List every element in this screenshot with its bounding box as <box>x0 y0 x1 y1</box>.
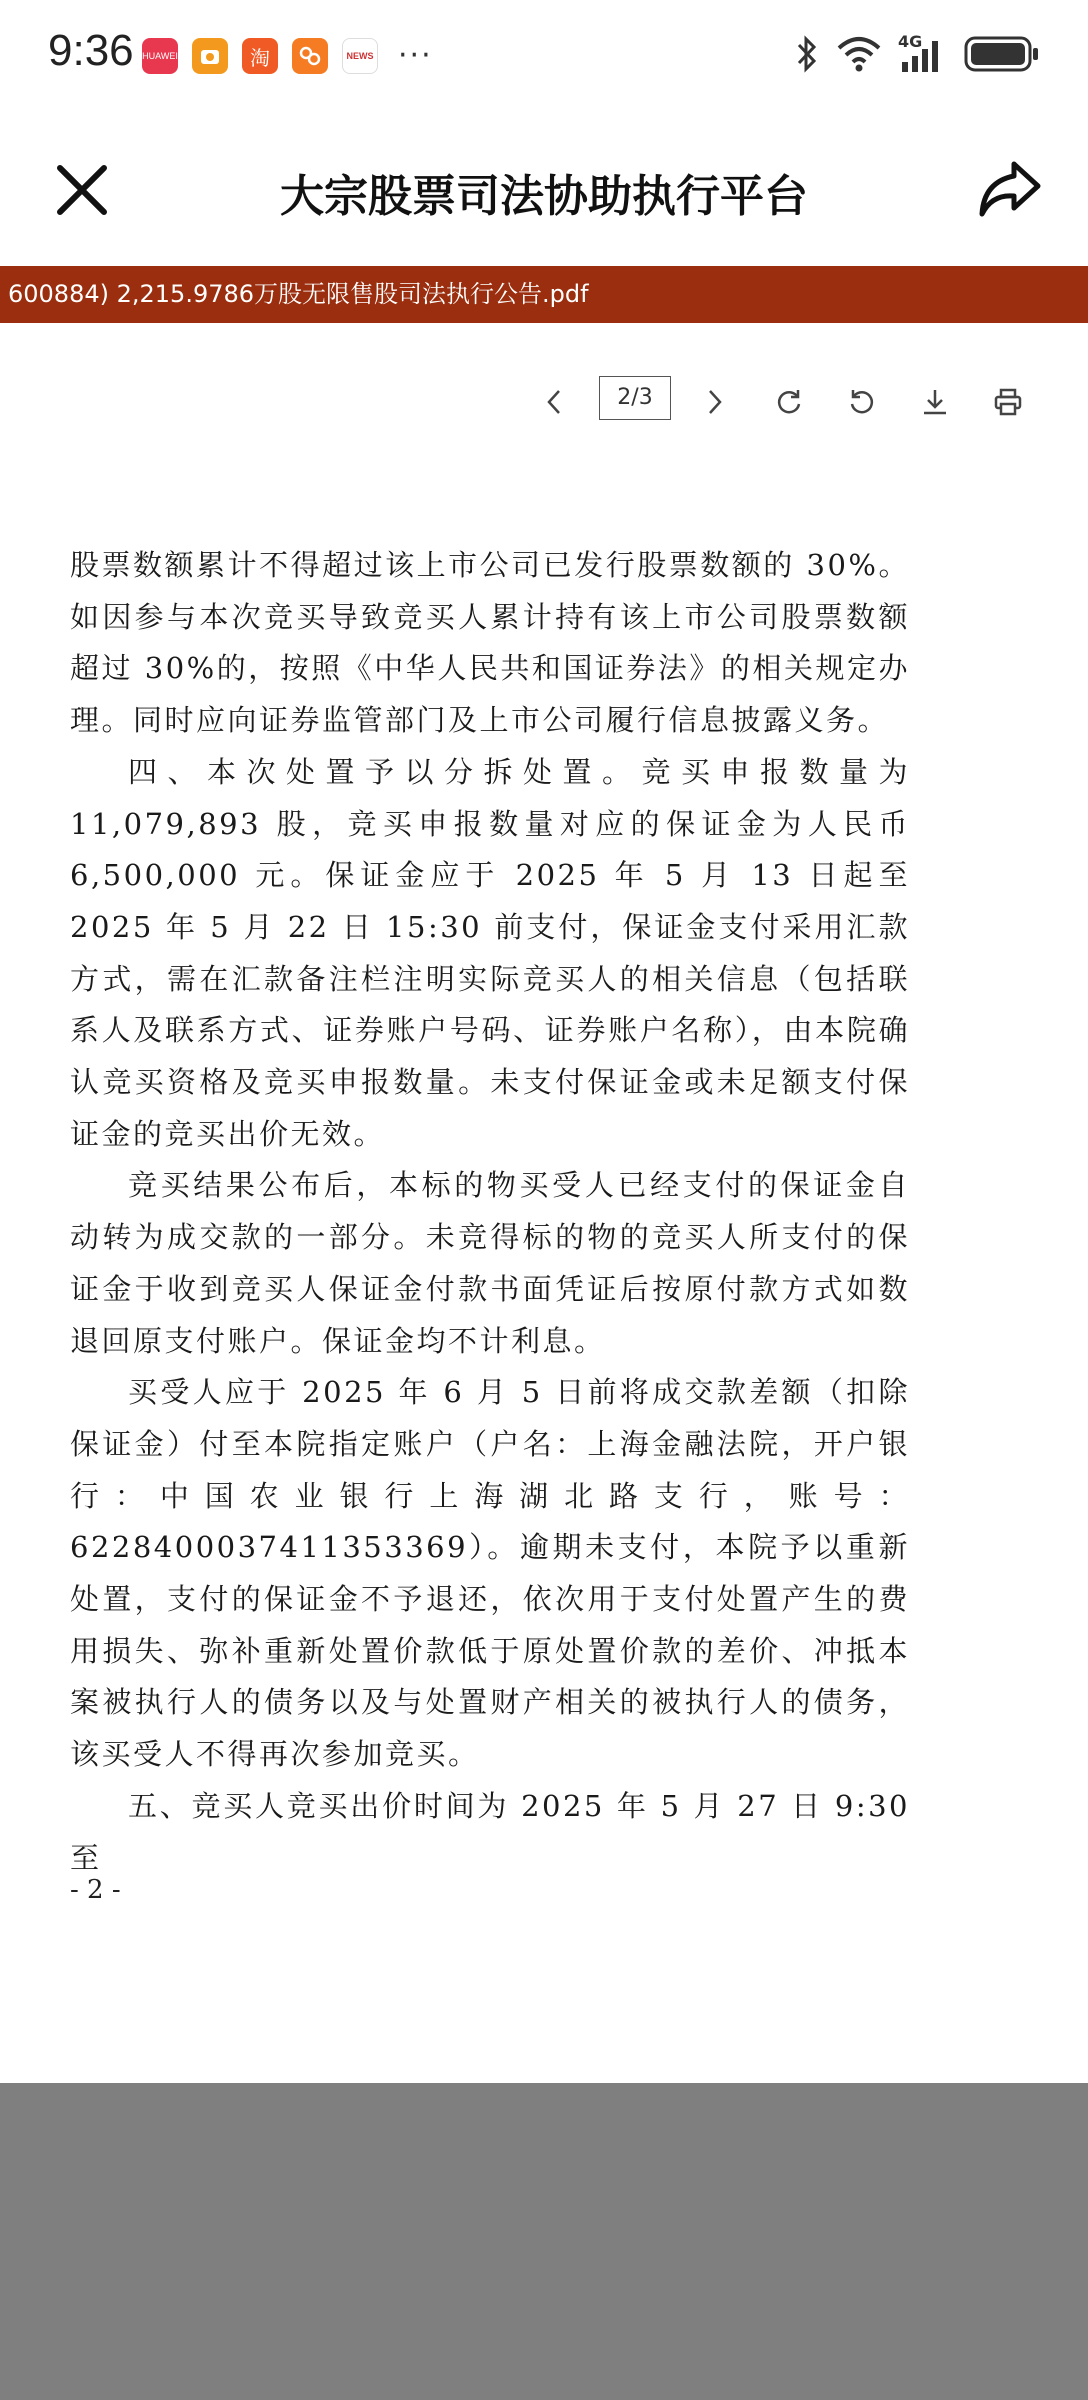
download-icon <box>920 387 950 417</box>
share-icon <box>976 156 1042 222</box>
print-icon <box>993 387 1023 417</box>
cellular-signal-icon: 4G <box>898 34 948 74</box>
document-paragraph: 五、竞买人竞买出价时间为 2025 年 5 月 27 日 9:30 至 <box>70 1788 910 1875</box>
document-paragraph: 四、本次处置予以分拆处置。竞买申报数量为11,079,893 股，竞买申报数量对应的保证金为人民币6,500,000 元。保证金应于 2025 年 5 月 13 日起至 2025 年 5 月 22 日 15:30 前支付，保证金支付采用汇款方式，需在汇款备注栏注明实际竞买人的相关信息（包括联系人及联系方式、证券账户号码、证券账户名称），由本院确认竞买资格及竞买申报数量。未支付保证金或未足额支付保证金的竞买出价无效。 <box>70 754 910 1151</box>
news-app-icon: NEWS <box>342 38 378 74</box>
document-paragraph: 股票数额累计不得超过该上市公司已发行股票数额的 30%。如因参与本次竞买导致竞买人累计持有该上市公司股票数额超过 30%的，按照《中华人民共和国证券法》的相关规定办理。同时应向证券监管部门及上市公司履行信息披露义务。 <box>70 548 910 738</box>
pdf-viewer-background <box>0 2083 1088 2400</box>
next-page-button[interactable] <box>692 380 736 424</box>
download-button[interactable] <box>913 380 957 424</box>
document-paragraph: 买受人应于 2025 年 6 月 5 日前将成交款差额（扣除保证金）付至本院指定账户（户名：上海金融法院，开户银行：中国农业银行上海湖北路支行，账号：6228400037411353369）。逾期未支付，本院予以重新处置，支付的保证金不予退还，依次用于支付处置产生的费用损失、弥补重新处置价款低于原处置价款的差价、冲抵本案被执行人的债务以及与处置财产相关的被执行人的债务，该买受人不得再次参加竞买。 <box>70 1375 910 1772</box>
bluetooth-icon <box>794 34 820 74</box>
taobao-app-icon: 淘 <box>242 38 278 74</box>
file-name-banner: 600884) 2,215.9786万股无限售股司法执行公告.pdf <box>0 266 1088 323</box>
rotate-counterclockwise-button[interactable] <box>840 380 884 424</box>
rotate-counterclockwise-icon <box>847 387 877 417</box>
page-number: - 2 - <box>70 1875 121 1905</box>
pdf-page-content <box>70 540 910 1884</box>
page-title: 大宗股票司法协助执行平台 <box>280 171 808 222</box>
document-paragraph: 竞买结果公布后，本标的物买受人已经支付的保证金自动转为成交款的一部分。未竞得标的物的竞买人所支付的保证金于收到竞买人保证金付款书面凭证后按原付款方式如数退回原支付账户。保证金均不计利息。 <box>70 1168 910 1358</box>
rotate-clockwise-icon <box>774 387 804 417</box>
status-time: 9:36 <box>48 26 134 75</box>
battery-icon <box>964 34 1040 74</box>
notification-app-icons <box>142 38 433 74</box>
more-notifications-icon: ··· <box>398 38 433 73</box>
previous-page-button[interactable] <box>533 380 577 424</box>
rotate-clockwise-button[interactable] <box>767 380 811 424</box>
app-header <box>0 110 1088 265</box>
huawei-app-icon: HUAWEI <box>142 38 178 74</box>
pdf-toolbar <box>0 370 1088 430</box>
chevron-right-icon <box>702 387 726 417</box>
orange-chat-app-icon <box>292 38 328 74</box>
orange-app-icon <box>192 38 228 74</box>
status-bar <box>0 0 1088 110</box>
share-button[interactable] <box>976 156 1042 222</box>
chevron-left-icon <box>543 387 567 417</box>
status-right-group <box>794 34 1040 74</box>
wifi-icon <box>836 34 882 74</box>
page-indicator-input[interactable]: 2/3 <box>599 376 671 420</box>
print-button[interactable] <box>986 380 1030 424</box>
